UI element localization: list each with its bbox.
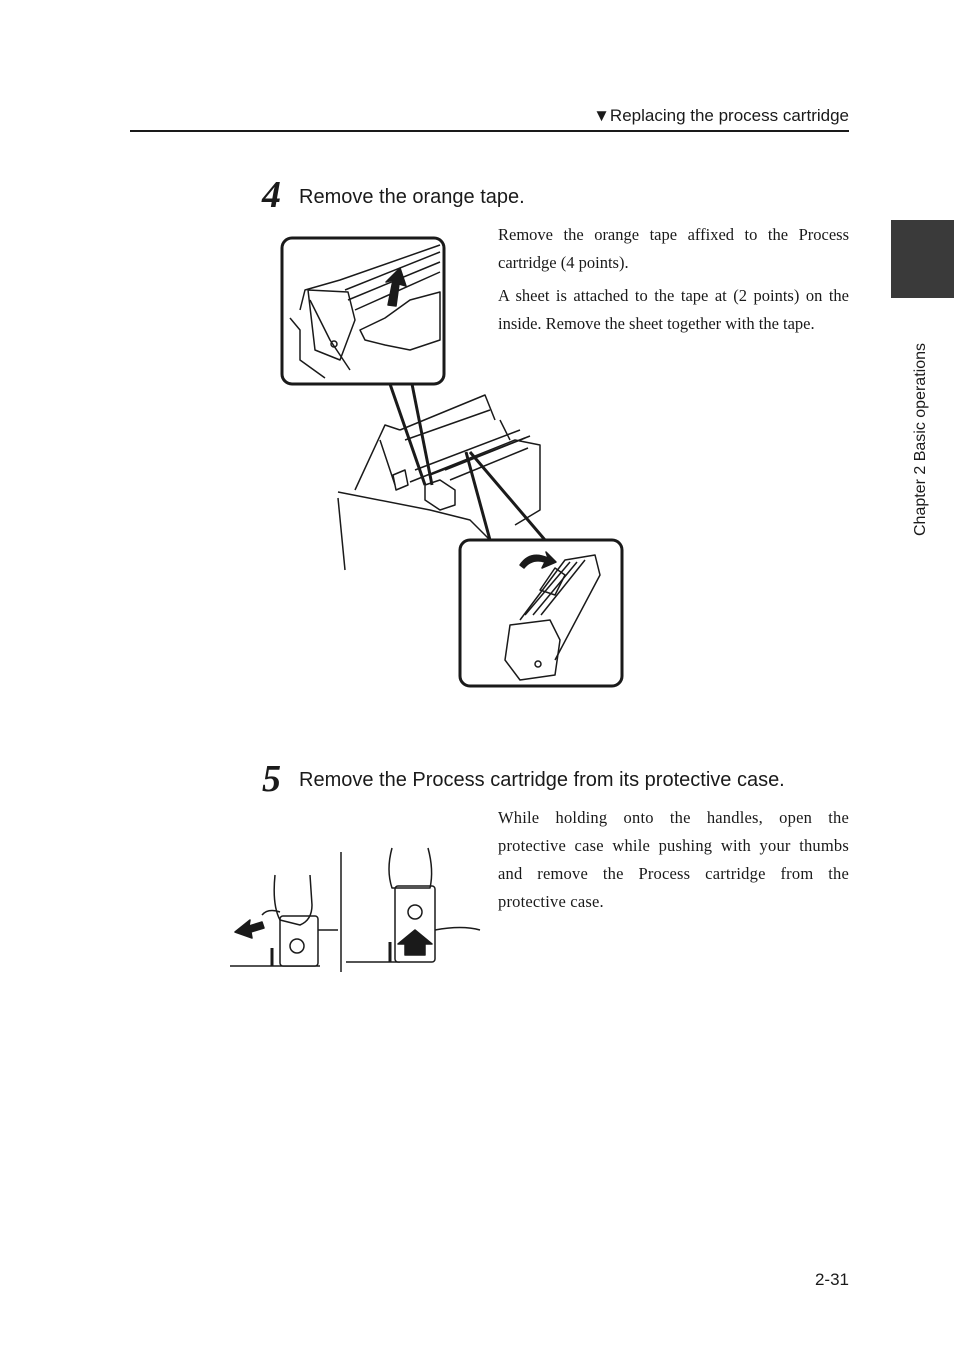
step-5-number: 5 [262,758,281,800]
arrow-left-icon [235,920,264,938]
page-number: 2-31 [814,1270,849,1289]
step-4-number: 4 [262,174,281,216]
triangle-down-icon: ▼ [593,106,610,125]
side-chapter-label: Chapter 2 Basic operations [912,343,929,536]
step-4-paragraph-2: A sheet is attached to the tape at (2 points) on the inside. Remove the sheet together with the tape. [498,286,849,333]
step-5-paragraph-1: While holding onto the handles, open the protective case while pushing with your thumbs and remove the Process cartridge from the protective case. [498,808,849,911]
step-4-title: Remove the orange tape. [299,186,525,208]
case-opening-left [230,875,338,966]
step-5-title: Remove the Process cartridge from its protective case. [299,769,785,791]
step-4-paragraph-1: Remove the orange tape affixed to the Process cartridge (4 points). [498,225,849,272]
running-header-title: Replacing the process cartridge [609,106,849,125]
